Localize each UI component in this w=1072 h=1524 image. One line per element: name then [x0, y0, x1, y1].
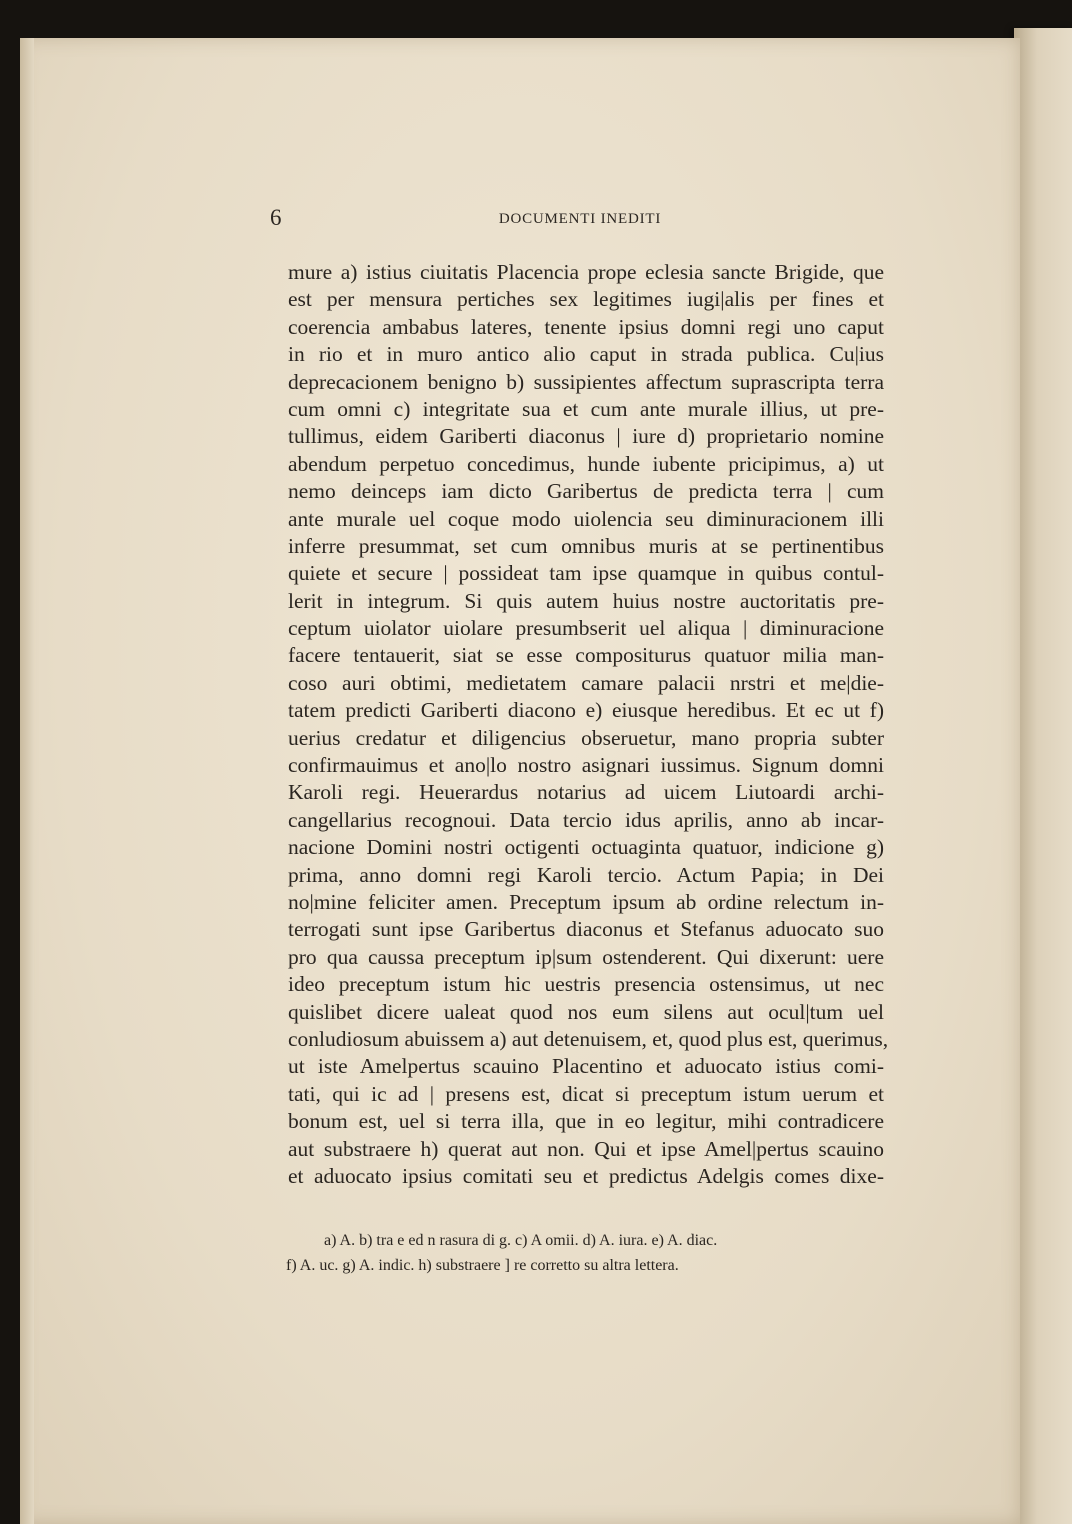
- body-line: deprecacionem benigno b) sussipientes affectum suprascripta terra: [288, 369, 884, 394]
- body-line: ceptum uiolator uiolare presumbserit uel aliqua | diminuracione: [288, 616, 884, 641]
- body-line: facere tentauerit, siat se esse compositurus quatuor milia man-: [288, 643, 884, 668]
- running-title: DOCUMENTI INEDITI: [498, 211, 662, 227]
- body-line: est per mensura pertiches sex legitimes iugi|alis per fines et: [288, 287, 884, 312]
- body-line: lerit in integrum. Si quis autem huius nostre auctoritatis pre-: [288, 588, 884, 613]
- body-line: ut iste Amelpertus scauino Placentino et aduocato istius comi-: [288, 1054, 884, 1079]
- body-line: nemo deinceps iam dicto Garibertus de predicta terra | cum: [288, 479, 884, 504]
- page-header: [270, 205, 890, 235]
- body-line: aut substraere h) querat aut non. Qui et ipse Amel|pertus scauino: [288, 1136, 884, 1161]
- body-line: tatem predicti Gariberti diacono e) eiusque heredibus. Et ec ut f): [288, 698, 884, 723]
- adjacent-page-edge: [1014, 28, 1072, 1524]
- body-line: prima, anno domni regi Karoli tercio. Actum Papia; in Dei: [288, 862, 884, 887]
- body-line: ante murale uel coque modo uiolencia seu diminuracionem illi: [288, 506, 884, 531]
- body-line: et aduocato ipsius comitati seu et predictus Adelgis comes dixe-: [288, 1163, 884, 1188]
- body-line: cum omni c) integritate sua et cum ante murale illius, ut pre-: [288, 396, 884, 421]
- body-line: tullimus, eidem Gariberti diaconus | iure d) proprietario nomine: [288, 424, 884, 449]
- body-line: coso auri obtimi, medietatem camare palacii nrstri et me|die-: [288, 670, 884, 695]
- document-body: [288, 259, 889, 1190]
- body-line: quiete et secure | possideat tam ipse quamque in quibus contul-: [288, 561, 884, 586]
- body-line: terrogati sunt ipse Garibertus diaconus et Stefanus aduocato suo: [288, 917, 884, 942]
- body-line: ideo preceptum istum hic uestris presencia ostensimus, ut nec: [288, 972, 884, 997]
- body-line: pro qua caussa preceptum ip|sum ostenderent. Qui dixerunt: uere: [288, 944, 884, 969]
- footnote-line: f) A. uc. g) A. indic. h) substraere ] re corretto su altra lettera.: [286, 1257, 679, 1274]
- body-line: uerius credatur et diligencius obseruetur, mano propria subter: [288, 725, 884, 750]
- body-line: confirmauimus et ano|lo nostro asignari iussimus. Signum domni: [288, 753, 884, 778]
- body-line: Karoli regi. Heuerardus notarius ad uicem Liutoardi archi-: [288, 780, 884, 805]
- body-line: abendum perpetuo concedimus, hunde iubente pricipimus, a) ut: [288, 451, 884, 476]
- body-line: inferre presummat, set cum omnibus muris at se pertinentibus: [288, 533, 884, 558]
- body-line: in rio et in muro antico alio caput in strada publica. Cu|ius: [288, 342, 884, 367]
- footnote-line: a) A. b) tra e ed n rasura di g. c) A omii. d) A. iura. e) A. diac.: [324, 1232, 718, 1249]
- body-line: tati, qui ic ad | presens est, dicat si preceptum istum uerum et: [288, 1081, 884, 1106]
- body-line: cangellarius recognoui. Data tercio idus aprilis, anno ab incar-: [288, 807, 884, 832]
- footnotes: [288, 1228, 888, 1278]
- page-number: 6: [270, 205, 282, 230]
- page-binding-edge: [20, 38, 34, 1524]
- body-line: nacione Domini nostri octigenti octuaginta quatuor, indicione g): [288, 835, 884, 860]
- body-line: quislibet dicere ualeat quod nos eum silens aut ocul|tum uel: [288, 999, 884, 1024]
- body-line: bonum est, uel si terra illa, que in eo legitur, mihi contradicere: [288, 1109, 884, 1134]
- body-line: no|mine feliciter amen. Preceptum ipsum ab ordine relectum in-: [288, 889, 884, 914]
- body-line: coerencia ambabus lateres, tenente ipsius domni regi uno caput: [288, 314, 884, 339]
- body-line: mure a) istius ciuitatis Placencia prope eclesia sancte Brigide, que: [288, 260, 884, 284]
- body-line: conludiosum abuissem a) aut detenuisem, et, quod plus est, querimus,: [288, 1026, 889, 1051]
